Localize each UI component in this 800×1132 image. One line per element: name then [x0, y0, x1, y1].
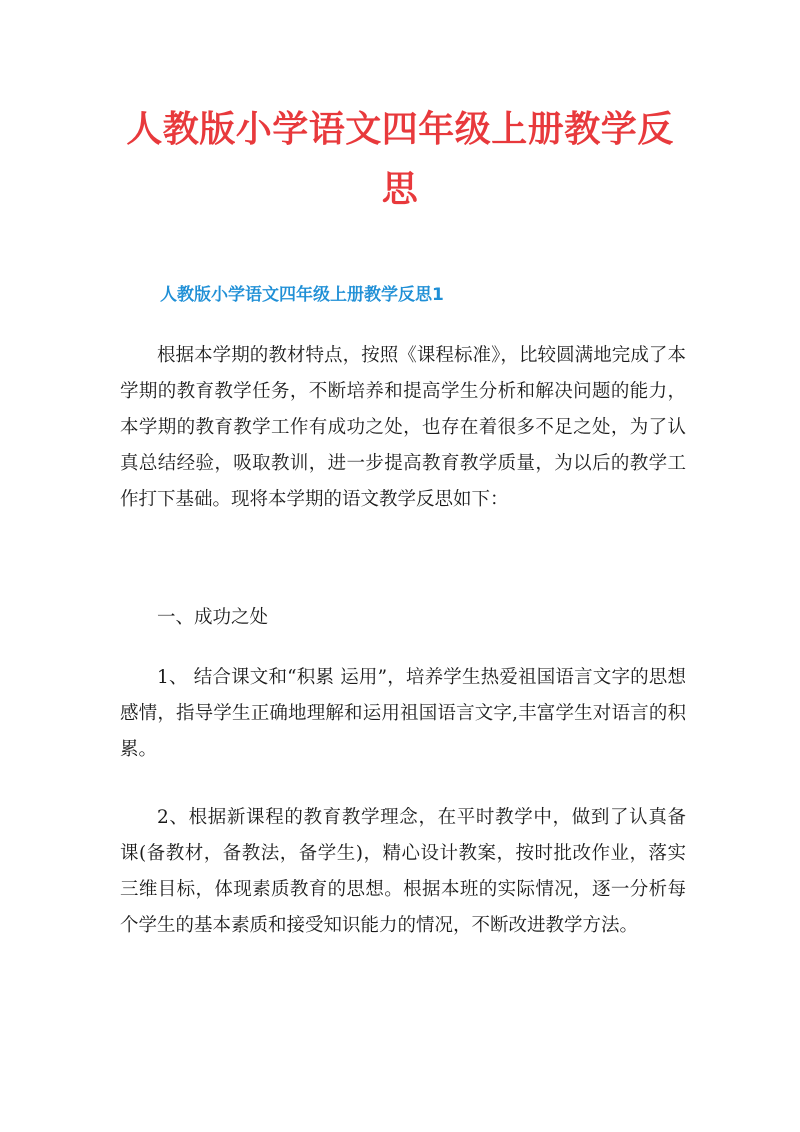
section-heading: 人教版小学语文四年级上册教学反思1 — [160, 285, 444, 305]
document-title: 人教版小学语文四年级上册教学反思 — [126, 109, 674, 210]
paragraph-intro: 根据本学期的教材特点，按照《课程标准》，比较圆满地完成了本学期的教育教学任务，不断培养和提高学生分析和解决问题的能力，本学期的教育教学工作有成功之处，也存在着很多不足之处，为了认真总结经验，吸取教训，进一步提高教育教学质量，为以后的教学工作打下基础。现将本学期的语文教学反思如下： — [120, 345, 686, 510]
paragraph-point-2: 2、根据新课程的教育教学理念，在平时教学中，做到了认真备课(备教材，备教法，备学生)，精心设计教案，按时批改作业，落实三维目标，体现素质教育的思想。根据本班的实际情况，逐一分析每个学生的基本素质和接受知识能力的情况，不断改进教学方法。 — [120, 807, 686, 936]
paragraph-section-success: 一、成功之处 — [157, 607, 269, 628]
paragraph-point-1: 1、 结合课文和“积累 运用”，培养学生热爱祖国语言文字的思想感情，指导学生正确地理解和运用祖国语言文字,丰富学生对语言的积累。 — [120, 667, 686, 760]
